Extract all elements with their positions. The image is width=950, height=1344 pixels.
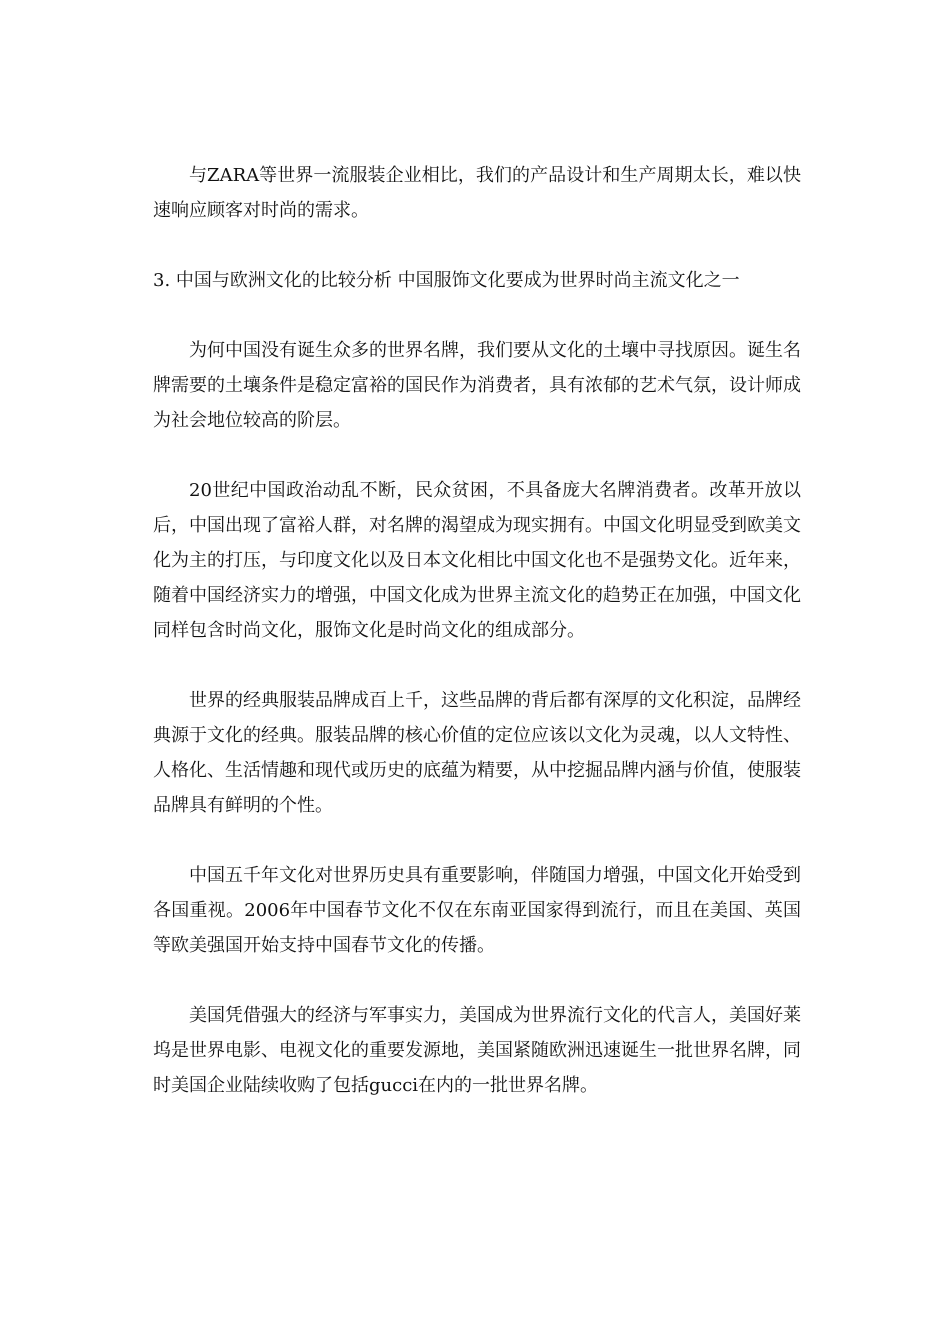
- paragraph-five-thousand-years: 中国五千年文化对世界历史具有重要影响，伴随国力增强，中国文化开始受到各国重视。2006年中国春节文化不仅在东南亚国家得到流行，而且在美国、英国等欧美强国开始支持中国春节文化的传播。: [153, 865, 801, 956]
- document-body: [153, 158, 801, 1138]
- paragraph-zara-comparison: 与ZARA等世界一流服装企业相比，我们的产品设计和生产周期太长，难以快速响应顾客对时尚的需求。: [153, 165, 801, 221]
- paragraph-20th-century: 20世纪中国政治动乱不断，民众贫困，不具备庞大名牌消费者。改革开放以后，中国出现了富裕人群，对名牌的渴望成为现实拥有。中国文化明显受到欧美文化为主的打压，与印度文化以及日本文化相比中国文化也不是强势文化。近年来，随着中国经济实力的增强，中国文化成为世界主流文化的趋势正在加强，中国文化同样包含时尚文化，服饰文化是时尚文化的组成部分。: [153, 480, 801, 641]
- paragraph-america: 美国凭借强大的经济与军事实力，美国成为世界流行文化的代言人，美国好莱坞是世界电影、电视文化的重要发源地，美国紧随欧洲迅速诞生一批世界名牌，同时美国企业陆续收购了包括gucci在内的一批世界名牌。: [153, 1005, 801, 1096]
- paragraph-cultural-soil: 为何中国没有诞生众多的世界名牌，我们要从文化的土壤中寻找原因。诞生名牌需要的土壤条件是稳定富裕的国民作为消费者，具有浓郁的艺术气氛，设计师成为社会地位较高的阶层。: [153, 340, 801, 431]
- paragraph-classic-brands: 世界的经典服装品牌成百上千，这些品牌的背后都有深厚的文化积淀，品牌经典源于文化的经典。服装品牌的核心价值的定位应该以文化为灵魂，以人文特性、人格化、生活情趣和现代或历史的底蕴为精要，从中挖掘品牌内涵与价值，使服装品牌具有鲜明的个性。: [153, 690, 801, 816]
- section-heading-3: 3. 中国与欧洲文化的比较分析 中国服饰文化要成为世界时尚主流文化之一: [153, 270, 740, 291]
